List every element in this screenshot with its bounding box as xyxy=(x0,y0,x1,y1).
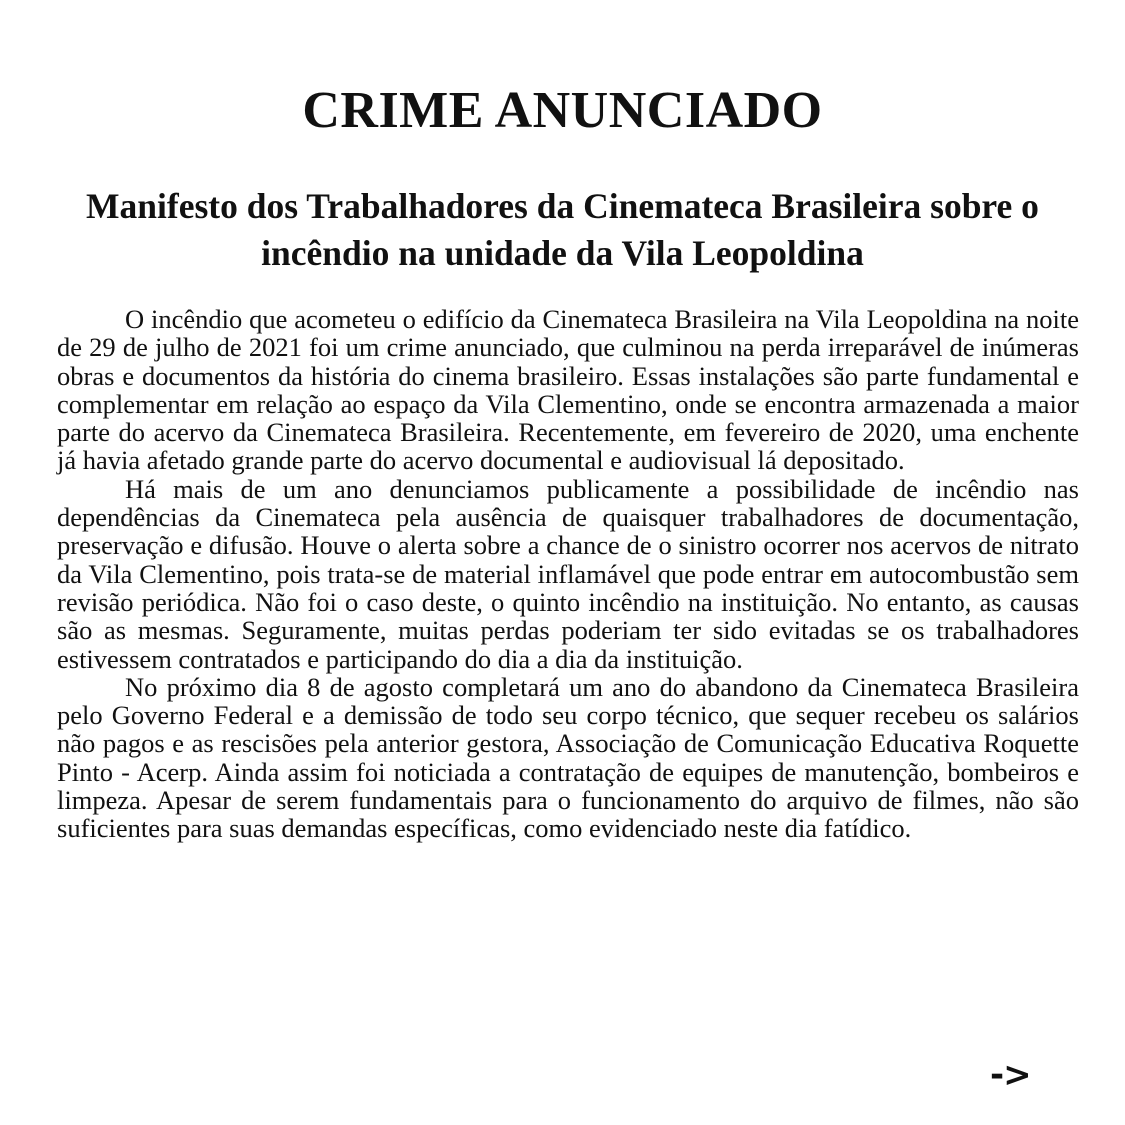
document-subtitle: Manifesto dos Trabalhadores da Cinemateca Brasileira sobre o incêndio na unidade da Vila Leopoldina xyxy=(86,186,1039,273)
paragraph-2: Há mais de um ano denunciamos publicamente a possibilidade de incêndio nas dependências da Cinemateca pela ausência de quaisquer trabalhadores de documentação, preservação e difusão. Houve o alerta sobre a chance de o sinistro ocorrer nos acervos de nitrato da Vila Clementino, pois trata-se de material inflamável que pode entrar em autocombustão sem revisão periódica. Não foi o caso deste, o quinto incêndio na instituição. No entanto, as causas são as mesmas. Seguramente, muitas perdas poderiam ter sido evitadas se os trabalhadores estivessem contratados e participando do dia a dia da instituição. xyxy=(57,473,1079,674)
document-body xyxy=(57,305,1079,843)
paragraph-1: O incêndio que acometeu o edifício da Cinemateca Brasileira na Vila Leopoldina na noite de 29 de julho de 2021 foi um crime anunciado, que culminou na perda irreparável de inúmeras obras e documentos da história do cinema brasileiro. Essas instalações são parte fundamental e complementar em relação ao espaço da Vila Clementino, onde se encontra armazenada a maior parte do acervo da Cinemateca Brasileira. Recentemente, em fevereiro de 2020, uma enchente já havia afetado grande parte do acervo documental e audiovisual lá depositado. xyxy=(57,304,1079,476)
paragraph-3: No próximo dia 8 de agosto completará um ano do abandono da Cinemateca Brasileira pelo Governo Federal e a demissão de todo seu corpo técnico, que sequer recebeu os salários não pagos e as rescisões pela anterior gestora, Associação de Comunicação Educativa Roquette Pinto - Acerp. Ainda assim foi noticiada a contratação de equipes de manutenção, bombeiros e limpeza. Apesar de serem fundamentais para o funcionamento do arquivo de filmes, não são suficientes para suas demandas específicas, como evidenciado neste dia fatídico. xyxy=(57,671,1079,844)
document-title: CRIME ANUNCIADO xyxy=(302,82,823,139)
next-page-arrow[interactable]: -> xyxy=(990,1055,1031,1095)
